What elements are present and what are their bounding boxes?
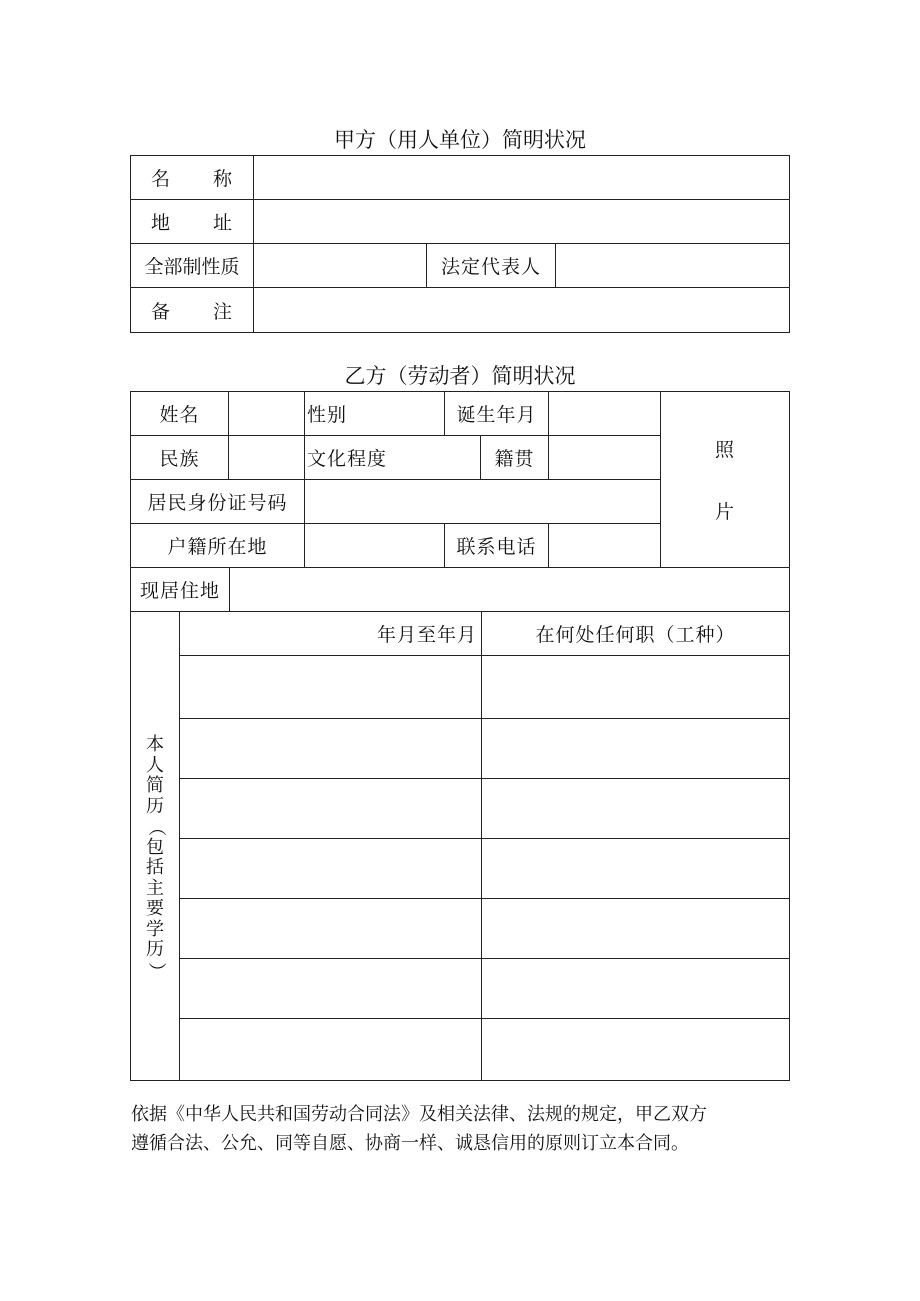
remarks-field[interactable] [254, 288, 789, 332]
name-field[interactable] [229, 392, 304, 435]
resume-label: 本 人 简 历 （ 包 括 主 要 学 历 ） [145, 734, 167, 980]
gender-label: 性别 [307, 404, 348, 426]
ownership-label: 全部制性质 [144, 256, 240, 278]
ownership-field[interactable] [254, 244, 426, 287]
resume-period-4[interactable] [180, 839, 481, 898]
resume-col-position: 在何处任何职（工种） [535, 624, 736, 646]
legal-rep-label: 法定代表人 [440, 256, 541, 278]
photo-label-2: 片 [714, 500, 735, 523]
legal-rep-field[interactable] [556, 244, 789, 287]
resume-period-3[interactable] [180, 779, 481, 838]
party-a-title: 甲方（用人单位）简明状况 [334, 128, 586, 152]
contract-preamble [131, 1100, 811, 1158]
resume-period-6[interactable] [180, 959, 481, 1018]
resume-position-5[interactable] [482, 899, 789, 958]
native-place-label: 籍贯 [494, 448, 535, 470]
company-address-field[interactable] [254, 200, 789, 243]
birth-field[interactable] [549, 392, 660, 435]
resume-position-1[interactable] [482, 656, 789, 718]
name-label: 姓名 [159, 404, 200, 426]
phone-field[interactable] [549, 524, 660, 567]
resume-period-1[interactable] [180, 656, 481, 718]
ethnicity-label: 民族 [159, 448, 200, 470]
id-number-field[interactable] [305, 480, 660, 523]
company-name-label: 名 称 [151, 168, 233, 190]
party-b-title: 乙方（劳动者）简明状况 [344, 364, 576, 388]
resume-col-period: 年月至年月 [376, 624, 477, 646]
resume-position-2[interactable] [482, 719, 789, 778]
preamble-line-1: 依据《中华人民共和国劳动合同法》及相关法律、法规的规定，甲乙双方 [131, 1104, 707, 1125]
household-field[interactable] [305, 524, 444, 567]
resume-period-7[interactable] [180, 1019, 481, 1080]
resume-position-6[interactable] [482, 959, 789, 1018]
remarks-label: 备 注 [151, 300, 233, 323]
company-name-field[interactable] [254, 156, 789, 199]
residence-field[interactable] [230, 568, 789, 611]
education-label: 文化程度 [307, 448, 388, 470]
resume-period-5[interactable] [180, 899, 481, 958]
phone-label: 联系电话 [456, 536, 537, 558]
resume-position-7[interactable] [482, 1019, 789, 1080]
birth-label: 诞生年月 [456, 404, 537, 426]
photo-box[interactable] [661, 392, 789, 567]
resume-period-2[interactable] [180, 719, 481, 778]
id-number-label: 居民身份证号码 [147, 492, 288, 514]
native-place-field[interactable] [549, 436, 660, 479]
ethnicity-field[interactable] [229, 436, 304, 479]
resume-position-3[interactable] [482, 779, 789, 838]
photo-label-1: 照 [714, 438, 735, 461]
preamble-line-2: 遵循合法、公允、同等自愿、协商一样、诚恳信用的原则订立本合同。 [131, 1133, 689, 1154]
company-address-label: 地 址 [151, 212, 233, 234]
resume-position-4[interactable] [482, 839, 789, 898]
household-label: 户籍所在地 [167, 536, 268, 558]
residence-label: 现居住地 [139, 580, 220, 602]
